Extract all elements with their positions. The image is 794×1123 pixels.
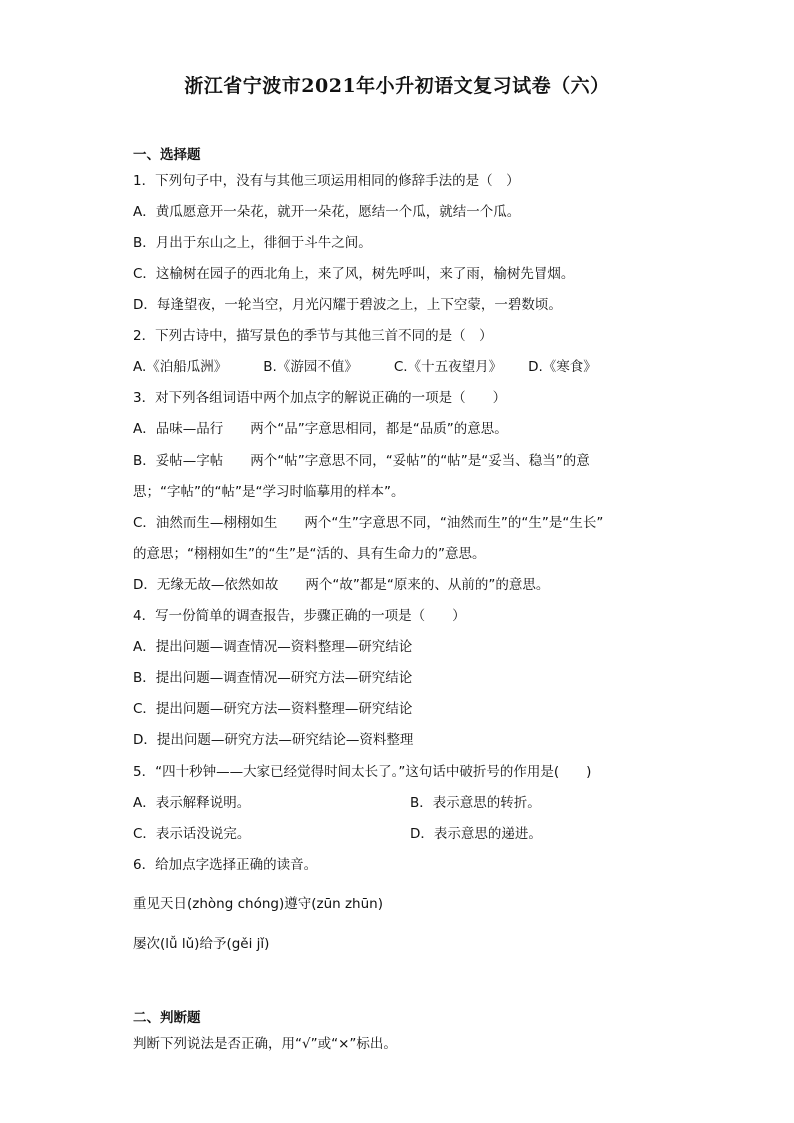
question-2-option-a: A.《泊船瓜洲》	[133, 359, 228, 375]
question-2-stem: 2．下列古诗中，描写景色的季节与其他三首不同的是（ ）	[133, 328, 493, 344]
question-6-line-2: 屡次(lǚ lǔ)给予(gěi jǐ)	[133, 936, 270, 952]
question-2-option-d: D.《寒食》	[528, 359, 597, 375]
question-4-option-c: C．提出问题—研究方法—资料整理—研究结论	[133, 701, 413, 717]
question-2-option-c: C.《十五夜望月》	[393, 359, 503, 375]
question-6-stem: 6．给加点字选择正确的读音。	[133, 857, 318, 873]
question-4-option-d: D．提出问题—研究方法—研究结论—资料整理	[133, 732, 414, 748]
section-heading-judgement: 二、判断题	[133, 1010, 201, 1026]
question-5-stem: 5．“四十秒钟——大家已经觉得时间太长了。”这句话中破折号的作用是( )	[133, 764, 592, 780]
question-3-option-d: D．无缘无故—依然如故 两个“故”都是“原来的、从前的”的意思。	[133, 577, 550, 593]
question-1-option-c: C．这榆树在园子的西北角上，来了风，树先呼叫，来了雨，榆树先冒烟。	[133, 266, 575, 282]
question-3-option-b-line2: 思；“字帖”的“帖”是“学习时临摹用的样本”。	[133, 484, 405, 500]
question-4-option-a: A．提出问题—调查情况—资料整理—研究结论	[133, 639, 413, 655]
section-heading-choice: 一、选择题	[133, 147, 201, 163]
question-1-option-d: D．每逢望夜，一轮当空，月光闪耀于碧波之上，上下空蒙，一碧数顷。	[133, 297, 562, 313]
question-1-option-b: B．月出于东山之上，徘徊于斗牛之间。	[133, 235, 372, 251]
question-3-option-c-line2: 的意思；“栩栩如生”的“生”是“活的、具有生命力的”意思。	[133, 546, 486, 562]
page-title: 浙江省宁波市2021年小升初语文复习试卷（六）	[184, 75, 610, 97]
question-3-option-a: A．品味—品行 两个“品”字意思相同，都是“品质”的意思。	[133, 421, 508, 437]
question-2-option-b: B.《游园不值》	[263, 359, 358, 375]
question-3-option-c-line1: C．油然而生—栩栩如生 两个“生”字意思不同，“油然而生”的“生”是“生长”	[133, 515, 604, 531]
question-5-option-d: D．表示意思的递进。	[410, 826, 542, 842]
question-4-option-b: B．提出问题—调查情况—研究方法—研究结论	[133, 670, 413, 686]
question-6-line-1: 重见天日(zhòng chóng)遵守(zūn zhūn)	[133, 896, 383, 912]
section-2-instructions: 判断下列说法是否正确，用“√”或“×”标出。	[133, 1036, 397, 1052]
question-4-stem: 4．写一份简单的调查报告，步骤正确的一项是（ ）	[133, 608, 466, 624]
question-1-stem: 1．下列句子中，没有与其他三项运用相同的修辞手法的是（ ）	[133, 173, 520, 189]
question-3-option-b-line1: B．妥帖—字帖 两个“帖”字意思不同，“妥帖”的“帖”是“妥当、稳当”的意	[133, 453, 590, 469]
question-5-option-c: C．表示话没说完。	[133, 826, 251, 842]
question-5-option-b: B．表示意思的转折。	[410, 795, 541, 811]
question-3-stem: 3．对下列各组词语中两个加点字的解说正确的一项是（ ）	[133, 390, 507, 406]
question-5-option-a: A．表示解释说明。	[133, 795, 251, 811]
question-1-option-a: A．黄瓜愿意开一朵花，就开一朵花，愿结一个瓜，就结一个瓜。	[133, 204, 521, 220]
question-2-options	[133, 357, 597, 377]
